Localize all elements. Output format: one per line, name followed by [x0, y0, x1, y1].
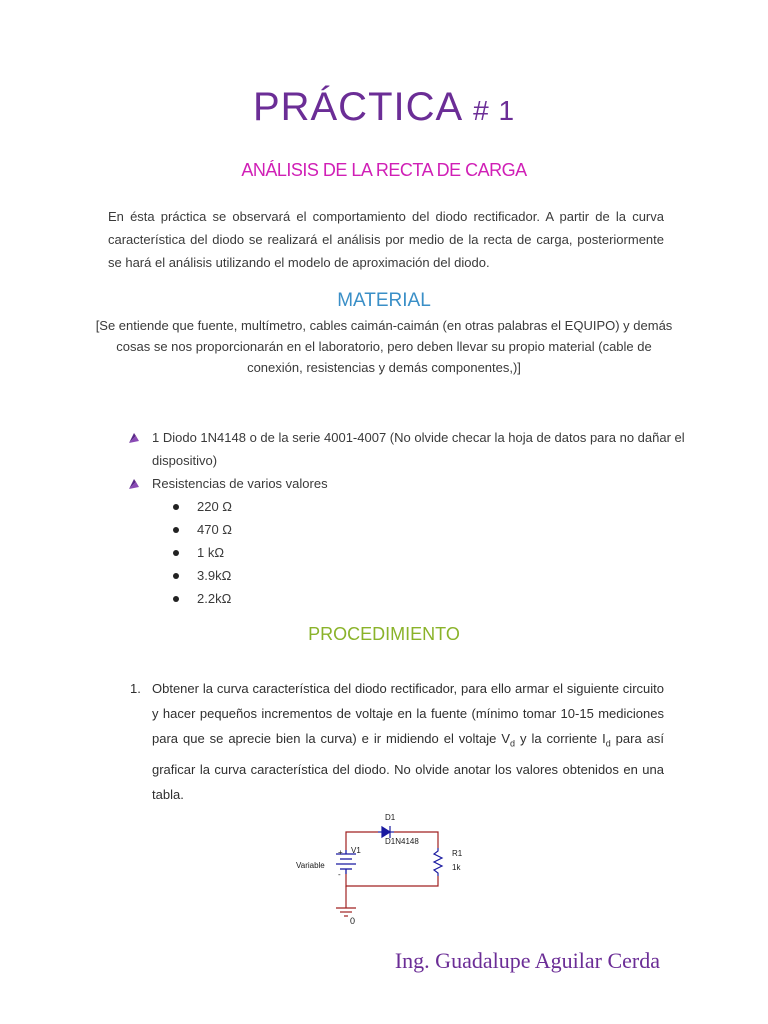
plus-label: +	[338, 848, 343, 857]
bullet-icon	[173, 573, 179, 579]
material-heading: MATERIAL	[337, 290, 431, 311]
page-title	[0, 85, 768, 130]
source-ref-label: V1	[351, 846, 361, 855]
title-text: PRÁCTICA	[252, 85, 461, 129]
list-item: Resistencias de varios valores	[128, 472, 688, 495]
bullet-icon	[173, 596, 179, 602]
list-item: 2.2kΩ	[173, 587, 688, 610]
list-item: 3.9kΩ	[173, 564, 688, 587]
list-item: 1 Diodo 1N4148 o de la serie 4001-4007 (No olvide checar la hoja de datos para no dañar el dispositivo)	[128, 426, 688, 472]
arrow-bullet-icon	[128, 478, 140, 490]
ground-label: 0	[350, 916, 356, 926]
bullet-icon	[173, 527, 179, 533]
circuit-diagram	[290, 810, 480, 930]
procedure-step	[130, 676, 664, 807]
material-note: [Se entiende que fuente, multímetro, cables caimán-caimán (en otras palabras el EQUIPO) y demás cosas se nos proporcionarán en el laboratorio, pero deben llevar su propio material (cable de conexión, resistencias y demás componentes,)]	[95, 318, 673, 375]
minus-label: -	[338, 870, 341, 879]
step-text: Obtener la curva característica del diodo rectificador, para ello armar el siguiente circuito y hacer pequeños incrementos de voltaje en la fuente (mínimo tomar 10-15 mediciones para que se aprecie bien la curva) e ir midiendo el voltaje $V_d$ y la corriente $I_d$ para así graficar la curva característica del diodo. No olvide anotar los valores obtenidos en una tabla.	[152, 681, 664, 802]
resistor-value-label: 1k	[452, 863, 461, 872]
bullet-icon	[173, 550, 179, 556]
diode-part-label: D1N4148	[385, 837, 419, 846]
author-footer: Ing. Guadalupe Aguilar Cerda	[394, 948, 660, 973]
source-variable-label: Variable	[296, 861, 325, 870]
resistor-symbol	[434, 848, 442, 876]
list-item: 1 kΩ	[173, 541, 688, 564]
step-number: 1.	[130, 681, 141, 696]
intro-paragraph: En ésta práctica se observará el comportamiento del diodo rectificador. A partir de la curva característica del diodo se realizará el análisis por medio de la recta de carga, posteriormente se hará el análisis utilizando el modelo de aproximación del diodo.	[108, 209, 664, 270]
procedure-heading: PROCEDIMIENTO	[308, 624, 460, 644]
bullet-icon	[173, 504, 179, 510]
list-item: 220 Ω	[173, 495, 688, 518]
resistor-ref-label: R1	[452, 849, 463, 858]
diode-ref-label: D1	[385, 813, 396, 822]
ground-symbol	[336, 908, 356, 916]
arrow-bullet-icon	[128, 432, 140, 444]
list-item: 470 Ω	[173, 518, 688, 541]
resistor-list	[173, 495, 688, 610]
subtitle: ANÁLISIS DE LA RECTA DE CARGA	[241, 160, 527, 180]
title-number: # 1	[473, 95, 516, 126]
material-list	[128, 426, 688, 610]
